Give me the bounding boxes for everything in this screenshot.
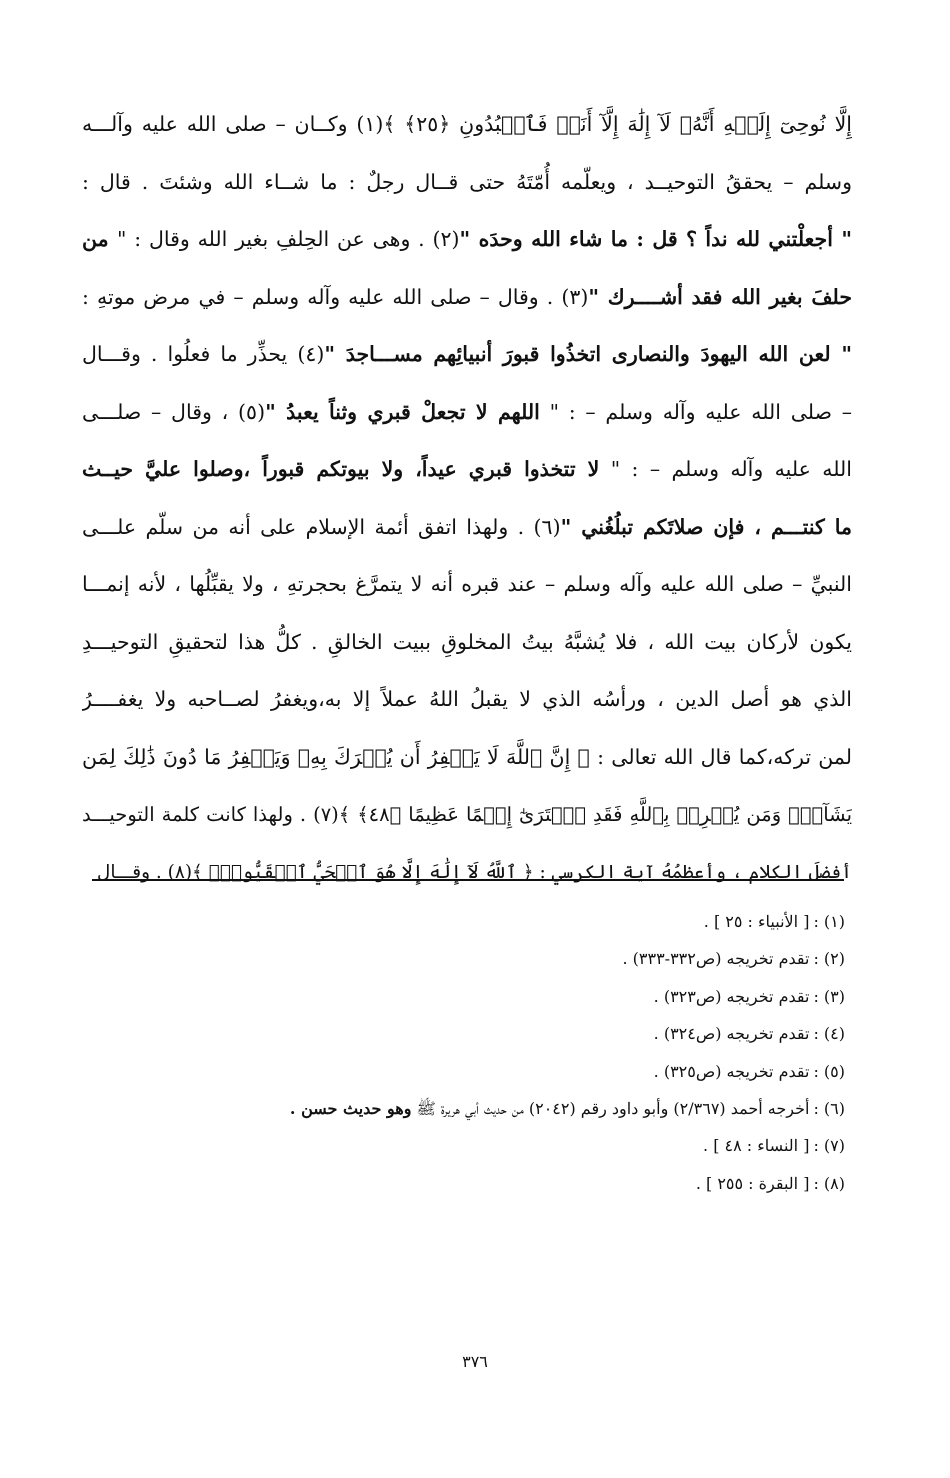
text-segment: ، وقال – صلـــى bbox=[82, 399, 239, 424]
text-segment: أفضلَ الكلام ، وأعظمُهُ آية الكرسي : ﴿ ٱللَّهُ لَآ إِلَٰهَ إِلَّا هُوَ ٱلۡحَيُّ ٱلۡقَيُّومُۚ ﴾ bbox=[192, 861, 852, 883]
footnote-number: (٦) : bbox=[813, 1098, 845, 1118]
footnote-item bbox=[100, 1053, 845, 1090]
text-line bbox=[82, 96, 852, 154]
text-segment: " لعن الله اليهودَ والنصارى اتخذُوا قبورَ أنبيائِهم مســـاجدَ " bbox=[324, 342, 852, 366]
main-text bbox=[82, 96, 852, 901]
footnote-marker: (٢) bbox=[432, 227, 460, 251]
text-line bbox=[82, 211, 852, 269]
footnote-number: (٧) : bbox=[813, 1136, 845, 1156]
footnote-grade: وهو حديث حسن . bbox=[289, 1098, 412, 1118]
footnote-text: [ النساء : ٤٨ ] . bbox=[703, 1136, 810, 1156]
footnote-marker: (٥) bbox=[238, 399, 266, 424]
footnote-item bbox=[100, 940, 845, 977]
footnote-item bbox=[100, 978, 845, 1015]
footnote-item bbox=[100, 1127, 845, 1164]
text-line bbox=[82, 671, 852, 729]
text-segment: وكــان – صلى الله عليه وآلـــه bbox=[82, 112, 357, 136]
footnote-text: [ البقرة : ٢٥٥ ] . bbox=[695, 1173, 810, 1193]
footnote-item bbox=[100, 903, 845, 940]
footnote-divider bbox=[92, 879, 844, 881]
text-segment: يحذِّر ما فعلُوا . وقـــال bbox=[82, 342, 298, 366]
text-segment: وسلم – يحققُ التوحيــد ، ويعلّمه أُمّتَهُ حتى قــال رجلٌ : ما شــاء الله وشئتَ . قال : bbox=[82, 169, 852, 194]
text-segment: الله عليه وآله وسلم – : " bbox=[599, 457, 852, 481]
text-segment: يكون لأركان بيت الله ، فلا يُشبَّهُ بيتُ المخلوقِ ببيت الخالقِ . كلُّ هذا لتحقيقِ التوحيـــدِ bbox=[82, 629, 852, 654]
text-segment: حلفَ بغير الله فقد أشــــرك " bbox=[588, 284, 852, 309]
footnote-item bbox=[100, 1015, 845, 1052]
text-segment: – صلى الله عليه وآله وسلم – : " bbox=[539, 399, 852, 424]
text-line bbox=[82, 326, 852, 384]
text-segment: . وهى عن الحِلفِ بغير الله وقال : " bbox=[117, 227, 433, 251]
text-segment: يَشَآءُۚ وَمَن يُشۡرِكۡ بِٱللَّهِ فَقَدِ ٱفۡتَرَىٰٓ إِثۡمًا عَظِيمًا ﴿٤٨﴾ ﴾ bbox=[338, 803, 852, 826]
text-segment: إِلَّا نُوحِىٓ إِلَيۡهِ أَنَّهُۥ لَآ إِلَٰهَ إِلَّآ أَنَا۠ فَٱعۡبُدُونِ ﴿٢٥﴾ ﴾ bbox=[383, 112, 852, 136]
text-segment: لا تتخذوا قبري عيداً، ولا بيوتكم قبوراً ،وصلوا عليَّ حيــث bbox=[82, 457, 600, 481]
footnote-marker: (٦) bbox=[533, 514, 561, 539]
text-line bbox=[82, 614, 852, 672]
footnote-text: تقدم تخريجه (ص٣٣٢-٣٣٣) . bbox=[622, 949, 810, 969]
footnote-marker: (٣) bbox=[561, 284, 589, 309]
text-line bbox=[82, 499, 852, 557]
text-segment: " أجعلْتني لله نداً ؟ قل : ما شاء الله وحدَه " bbox=[459, 227, 852, 251]
footnote-text: تقدم تخريجه (ص٣٢٤) . bbox=[653, 1024, 810, 1044]
text-segment: ما كنتـــم ، فإن صلاتَكم تبلُغُني " bbox=[560, 514, 852, 539]
text-segment: اللهم لا تجعلْ قبري وثناً يعبدُ " bbox=[265, 399, 540, 424]
text-segment: من bbox=[82, 227, 118, 251]
footnote-item bbox=[100, 1165, 845, 1202]
footnote-number: (١) : bbox=[813, 912, 845, 931]
text-segment: . وقال – صلى الله عليه وآله وسلم – في مرض موتهِ : bbox=[82, 284, 562, 309]
footnote-text: تقدم تخريجه (ص٣٢٥) . bbox=[653, 1061, 810, 1081]
text-line bbox=[82, 154, 852, 212]
footnote-text: أخرجه أحمد (٢/٣٦٧) وأبو داود رقم (٢٠٤٢) من حديث أبي هريرة ﷺ bbox=[411, 1098, 810, 1118]
text-line bbox=[82, 786, 852, 844]
text-segment: . ولهذا كانت كلمة التوحيـــد bbox=[82, 803, 314, 826]
footnote-number: (٥) : bbox=[813, 1061, 845, 1081]
page-number: ٣٧٦ bbox=[462, 1352, 488, 1371]
text-line bbox=[82, 729, 852, 787]
footnote-number: (٨) : bbox=[813, 1173, 845, 1193]
text-segment: الذي هو أصل الدين ، ورأسُه الذي لا يقبلُ اللهُ عملاً إلا به،ويغفرُ لصــاحبه ولا يغفــــرُ bbox=[82, 687, 852, 711]
text-line bbox=[82, 384, 852, 442]
text-segment: لمن تركه،كما قال الله تعالى : ﴿ إِنَّ ٱللَّهَ لَا يَغۡفِرُ أَن يُشۡرَكَ بِهِۦ وَيَغۡفِرُ مَا دُونَ ذَٰلِكَ لِمَن bbox=[82, 744, 852, 769]
footnotes bbox=[100, 903, 845, 1202]
text-line bbox=[82, 844, 852, 902]
text-segment: النبيِّ – صلى الله عليه وآله وسلم – عند قبره أنه لا يتمرَّغ بحجرتهِ ، ولا يقبِّلُها ، لأنه إنمـــا bbox=[82, 572, 852, 596]
text-line bbox=[82, 441, 852, 499]
footnote-text: تقدم تخريجه (ص٣٢٣) . bbox=[653, 986, 810, 1006]
footnote-marker: (٧) bbox=[313, 803, 339, 826]
footnote-text: [ الأنبياء : ٢٥ ] . bbox=[703, 912, 810, 931]
footnote-number: (٣) : bbox=[813, 986, 845, 1006]
footnote-marker: (٨) bbox=[167, 861, 193, 883]
footnote-number: (٢) : bbox=[813, 949, 845, 969]
text-line bbox=[82, 269, 852, 327]
footnote-item bbox=[100, 1090, 845, 1127]
footnote-marker: (٤) bbox=[297, 342, 325, 366]
footnote-marker: (١) bbox=[356, 112, 384, 136]
footnote-number: (٤) : bbox=[813, 1024, 845, 1044]
text-segment: . وقـــال bbox=[96, 861, 168, 883]
text-line bbox=[82, 556, 852, 614]
text-segment: . ولهذا اتفق أئمة الإسلام على أنه من سلّم علـــى bbox=[82, 514, 534, 539]
